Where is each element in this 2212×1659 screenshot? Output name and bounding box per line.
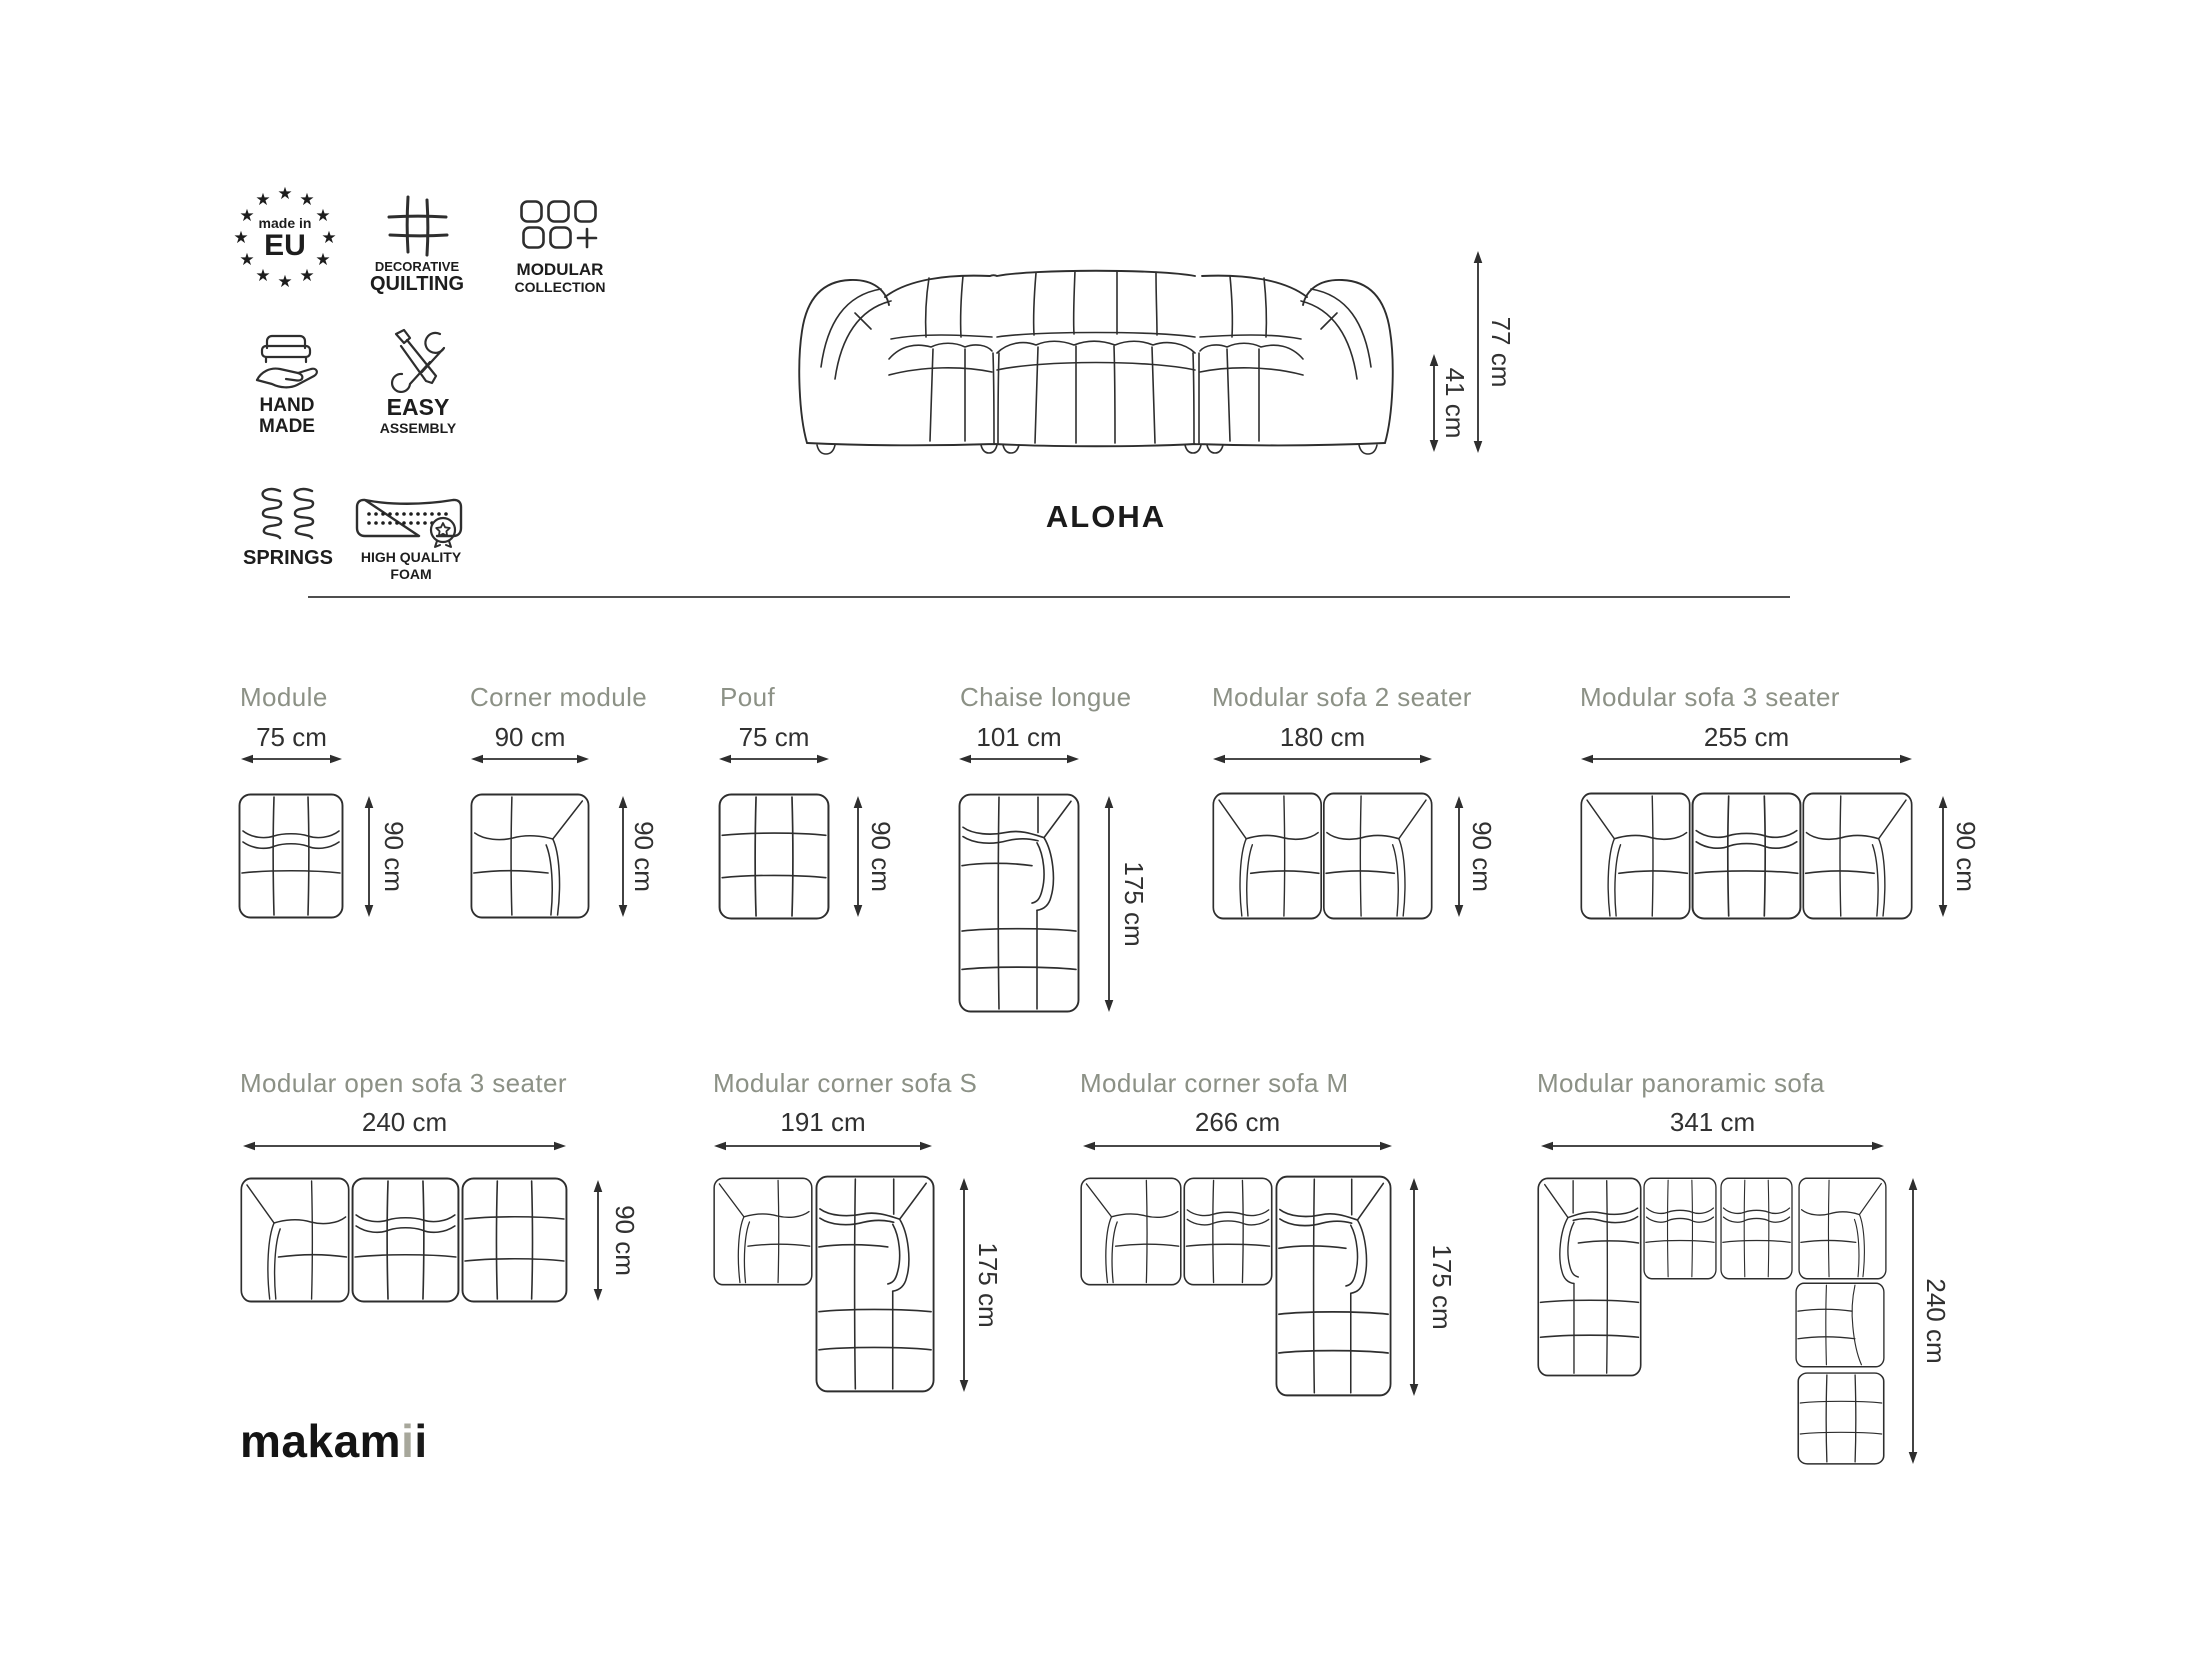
chaise-width-arrow <box>958 753 1080 765</box>
quilting-label-line2: QUILTING <box>369 273 465 295</box>
hand-made-icon <box>253 328 321 394</box>
panoramic-height-arrow <box>1907 1177 1919 1465</box>
hand-made-label-line2: MADE <box>259 416 315 437</box>
section-divider <box>308 596 1790 598</box>
badge-springs <box>238 486 338 576</box>
eu-star-icon: ★ <box>315 250 331 269</box>
product-title-chaise-longue: Chaise longue <box>960 682 1132 712</box>
pouf-height-arrow <box>852 795 864 918</box>
product-title-module: Module <box>240 682 328 712</box>
open-sofa-width-arrow <box>242 1140 567 1152</box>
panoramic-top-view <box>1537 1175 1887 1467</box>
sofa3-width-label: 255 cm <box>1703 722 1790 752</box>
seat-height-label: 41 cm <box>1440 367 1470 439</box>
product-title-open-sofa-3-seater: Modular open sofa 3 seater <box>240 1068 567 1098</box>
corner-module-width-label: 90 cm <box>494 722 566 752</box>
module-width-label: 75 cm <box>256 722 327 752</box>
total-height-arrow <box>1472 250 1484 454</box>
module-width-arrow <box>240 753 343 765</box>
badge-hand-made <box>247 328 327 440</box>
sofa2-height-arrow <box>1453 795 1465 918</box>
corner-m-top-view <box>1080 1175 1392 1397</box>
eu-star-icon: ★ <box>315 206 331 225</box>
product-title-panoramic-sofa: Modular panoramic sofa <box>1537 1068 1825 1098</box>
eu-star-icon: ★ <box>255 190 271 209</box>
panoramic-height-label: 240 cm <box>1921 1278 1951 1364</box>
eu-star-icon: ★ <box>239 250 255 269</box>
easy-assembly-label-line1: EASY <box>386 394 450 420</box>
modular-collection-icon <box>520 200 600 248</box>
quilting-icon <box>388 196 448 256</box>
panoramic-width-arrow <box>1540 1140 1885 1152</box>
eu-star-icon: ★ <box>321 228 337 247</box>
module-top-view <box>238 793 344 919</box>
product-title-corner-sofa-m: Modular corner sofa M <box>1080 1068 1349 1098</box>
sofa2-top-view <box>1212 792 1433 920</box>
corner-m-width-arrow <box>1082 1140 1393 1152</box>
aloha-sofa-front-view <box>793 247 1400 459</box>
eu-star-icon: ★ <box>255 266 271 285</box>
foam-label-line2: FOAM <box>390 566 432 582</box>
chaise-height-arrow <box>1103 795 1115 1013</box>
eu-star-icon: ★ <box>233 228 249 247</box>
sofa3-height-arrow <box>1937 795 1949 918</box>
product-title-sofa-2-seater: Modular sofa 2 seater <box>1212 682 1472 712</box>
springs-label: SPRINGS <box>242 547 334 569</box>
eu-label: EU <box>264 229 306 262</box>
sofa3-height-label: 90 cm <box>1951 821 1981 892</box>
corner-m-width-label: 266 cm <box>1194 1107 1281 1137</box>
logo-text-main: makam <box>240 1415 402 1467</box>
open-sofa-height-label: 90 cm <box>610 1205 640 1276</box>
sofa3-top-view <box>1580 792 1913 920</box>
corner-m-height-label: 175 cm <box>1427 1244 1457 1330</box>
sofa2-width-arrow <box>1212 753 1433 765</box>
brand-logo <box>240 1414 428 1468</box>
product-title-corner-module: Corner module <box>470 682 648 712</box>
badge-decorative-quilting <box>362 196 472 300</box>
pouf-width-arrow <box>718 753 830 765</box>
logo-letter-i-gray: i <box>401 1415 415 1467</box>
corner-module-width-arrow <box>470 753 590 765</box>
eu-star-icon: ★ <box>239 206 255 225</box>
modular-label-line1: MODULAR <box>516 260 604 279</box>
corner-s-top-view <box>713 1175 935 1393</box>
foam-label-line1: HIGH QUALITY <box>360 549 462 565</box>
eu-star-icon: ★ <box>299 266 315 285</box>
module-height-label: 90 cm <box>379 821 409 892</box>
modular-label-line2: COLLECTION <box>514 279 606 295</box>
badge-easy-assembly <box>368 328 468 440</box>
badge-made-in-eu <box>233 184 337 291</box>
pouf-width-label: 75 cm <box>738 722 810 752</box>
corner-s-height-arrow <box>958 1177 970 1393</box>
sofa3-width-arrow <box>1580 753 1913 765</box>
sofa2-width-label: 180 cm <box>1279 722 1366 752</box>
chaise-width-label: 101 cm <box>976 722 1062 752</box>
eu-star-icon: ★ <box>277 272 293 291</box>
open-sofa-height-arrow <box>592 1179 604 1302</box>
corner-s-width-label: 191 cm <box>780 1107 866 1137</box>
product-title-pouf: Pouf <box>720 682 776 712</box>
corner-s-width-arrow <box>713 1140 933 1152</box>
product-title-corner-sofa-s: Modular corner sofa S <box>713 1068 978 1098</box>
open-sofa-top-view <box>240 1177 568 1303</box>
hand-made-label-line1: HAND <box>259 395 315 416</box>
product-title-sofa-3-seater: Modular sofa 3 seater <box>1580 682 1840 712</box>
foam-dots <box>367 512 448 525</box>
easy-assembly-icon <box>388 328 450 392</box>
module-height-arrow <box>363 795 375 918</box>
quality-rosette-icon <box>431 518 455 547</box>
quilting-label-line1: DECORATIVE <box>374 259 460 274</box>
corner-s-height-label: 175 cm <box>973 1242 1003 1328</box>
made-in-label: made in <box>258 215 312 231</box>
logo-letter-i-dark: i <box>414 1415 428 1467</box>
total-height-label: 77 cm <box>1486 316 1516 388</box>
badge-modular-collection <box>509 200 611 300</box>
pouf-height-label: 90 cm <box>866 821 896 892</box>
open-sofa-width-label: 240 cm <box>361 1107 448 1137</box>
pouf-top-view <box>718 793 830 920</box>
eu-star-icon: ★ <box>299 190 315 209</box>
collection-title: ALOHA <box>1045 499 1167 534</box>
chaise-top-view <box>958 793 1080 1013</box>
easy-assembly-label-line2: ASSEMBLY <box>379 420 457 436</box>
panoramic-width-label: 341 cm <box>1669 1107 1756 1137</box>
chaise-height-label: 175 cm <box>1119 861 1149 947</box>
corner-m-height-arrow <box>1408 1177 1420 1397</box>
corner-module-top-view <box>470 793 590 919</box>
badge-high-quality-foam <box>352 492 470 584</box>
corner-module-height-label: 90 cm <box>629 821 659 892</box>
springs-icon <box>258 486 318 542</box>
sofa2-height-label: 90 cm <box>1467 821 1497 892</box>
foam-icon <box>355 492 467 548</box>
eu-star-icon: ★ <box>277 184 293 203</box>
